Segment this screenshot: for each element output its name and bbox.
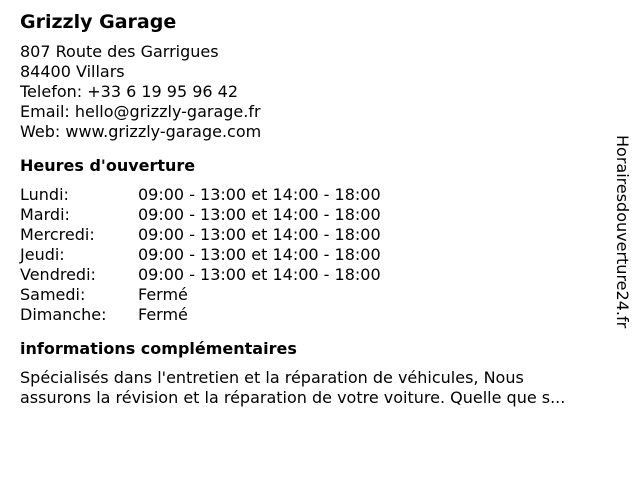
hours-row <box>20 265 381 285</box>
info-description <box>20 368 610 408</box>
email-line[interactable]: Email: hello@grizzly-garage.fr <box>20 102 261 121</box>
hours-time: Fermé <box>138 285 188 304</box>
business-card <box>20 10 610 408</box>
hours-table <box>20 185 381 325</box>
hours-day: Lundi: <box>20 185 69 204</box>
phone-line[interactable]: Telefon: +33 6 19 95 96 42 <box>20 82 239 101</box>
hours-time: 09:00 - 13:00 et 14:00 - 18:00 <box>138 205 381 224</box>
hours-time: 09:00 - 13:00 et 14:00 - 18:00 <box>138 185 381 204</box>
business-name: Grizzly Garage <box>20 11 177 33</box>
hours-day: Dimanche: <box>20 305 107 324</box>
hours-time: 09:00 - 13:00 et 14:00 - 18:00 <box>138 245 381 264</box>
info-title: informations complémentaires <box>20 339 297 358</box>
hours-row <box>20 225 381 245</box>
hours-day: Jeudi: <box>20 245 65 264</box>
hours-row <box>20 305 381 325</box>
web-line[interactable]: Web: www.grizzly-garage.com <box>20 122 262 141</box>
info-description-line: assurons la révision et la réparation de votre voiture. Quelle que s... <box>20 388 566 407</box>
hours-row <box>20 205 381 225</box>
hours-time: Fermé <box>138 305 188 324</box>
site-watermark: Horairesdouverture24.fr <box>613 135 632 329</box>
hours-time: 09:00 - 13:00 et 14:00 - 18:00 <box>138 225 381 244</box>
hours-row <box>20 245 381 265</box>
hours-day: Mercredi: <box>20 225 95 244</box>
hours-time: 09:00 - 13:00 et 14:00 - 18:00 <box>138 265 381 284</box>
address-city: 84400 Villars <box>20 62 125 81</box>
hours-title: Heures d'ouverture <box>20 156 196 175</box>
hours-day: Mardi: <box>20 205 70 224</box>
address-street: 807 Route des Garrigues <box>20 42 219 61</box>
hours-day: Samedi: <box>20 285 86 304</box>
hours-row <box>20 185 381 205</box>
info-description-line: Spécialisés dans l'entretien et la réparation de véhicules, Nous <box>20 368 524 387</box>
hours-day: Vendredi: <box>20 265 96 284</box>
hours-row <box>20 285 381 305</box>
